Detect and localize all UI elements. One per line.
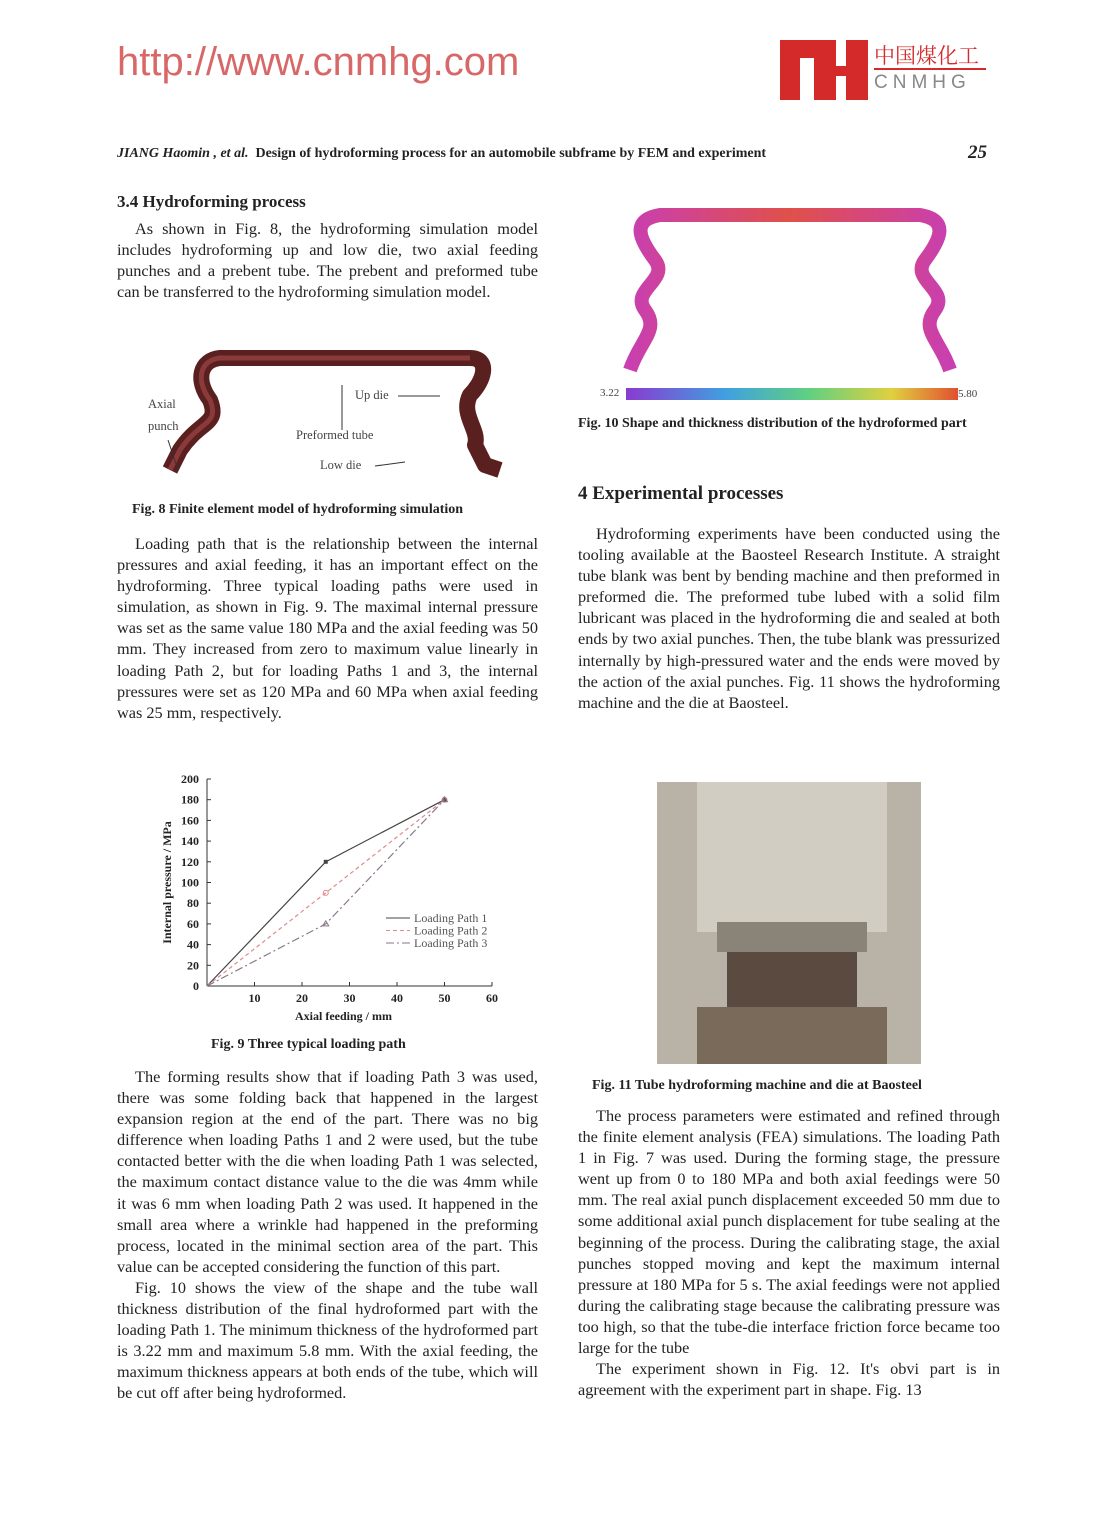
hydroforming-machine-photo bbox=[657, 782, 921, 1064]
y-axis-label: Internal pressure / MPa bbox=[160, 821, 174, 944]
scale-max: 5.80 bbox=[958, 388, 978, 400]
x-tick-label: 20 bbox=[296, 991, 308, 1005]
y-tick-label: 200 bbox=[181, 772, 199, 786]
y-tick-label: 40 bbox=[187, 937, 199, 952]
label-up-die: Up die bbox=[355, 388, 389, 402]
label-punch: punch bbox=[148, 419, 179, 433]
paragraph: The process parameters were estimated and refined through the finite element analysis (FEA) simulations. The loading Path 1 in Fig. 7 was used. During the forming stage, the pressure went up from 0 to 180 MPa and both axial feedings were 50 mm. The real axial punch displacement exceeded 50 mm due to some additional axial punch displacement for tube sealing at the beginning of the process. During the calibrating stage, the axial punches stopped moving and kept the maximum internal pressure at 180 MPa for 5 s. The axial feedings were not applied during the calibrating stage because the calibrating pressure was too high, so that the tube-die interface friction force became too large for the tube bbox=[578, 1106, 1000, 1358]
y-tick-label: 80 bbox=[187, 896, 199, 911]
running-header bbox=[117, 146, 877, 162]
label-preformed-tube: Preformed tube bbox=[296, 428, 374, 442]
left-column-text-flow bbox=[117, 1066, 538, 1404]
legend-label: Loading Path 1 bbox=[414, 911, 488, 925]
y-tick-label: 100 bbox=[181, 875, 199, 890]
paragraph: The forming results show that if loading Path 3 was used, there was some folding back that happened in the largest expansion region at the end of the part. There was no big difference when loading Paths 1 and 2 were used, but the tube contacted better with the die when loading Path 1 was selected, the maximum contact distance value to the die was 4mm while it was 6 mm when loading Path 2 was used. It happened in the small area where a wrinkle had happened in the preforming process, located in the minimal section area of the part. This value can be accepted considering the function of this part. bbox=[117, 1067, 538, 1276]
series-line-2 bbox=[207, 800, 445, 986]
section-heading-3-4: 3.4 Hydroforming process bbox=[117, 192, 306, 211]
cnmhg-logo bbox=[780, 40, 995, 102]
figure-10 bbox=[600, 200, 980, 410]
x-tick-label: 40 bbox=[391, 991, 403, 1005]
data-point bbox=[324, 860, 328, 864]
legend-label: Loading Path 3 bbox=[414, 936, 488, 950]
label-axial: Axial bbox=[148, 397, 176, 411]
header-authors: JIANG Haomin , et al. bbox=[117, 146, 249, 161]
section-heading-4: 4 Experimental processes bbox=[578, 483, 784, 504]
figure-8 bbox=[140, 340, 520, 490]
y-tick-label: 120 bbox=[181, 854, 199, 869]
y-tick-label: 20 bbox=[187, 958, 199, 973]
paragraph: Loading path that is the relationship between the internal pressures and axial feeding, it has an important effect on the hydroforming. Three typical loading paths were used in simulation, as shown in Fig. 9. The maximal internal pressure was set as the same value 180 MPa and the axial feeding was 50 mm. They increased from zero to maximum value linearly in loading Path 2, but for loading Paths 1 and 3, the internal pressures were set as 120 MPa and 60 MPa when axial feeding was 25 mm, respectively. bbox=[117, 534, 538, 722]
paragraph: Fig. 10 shows the view of the shape and the tube wall thickness distribution of the final hydroformed part with the loading Path 1. The minimum thickness of the hydroformed part is 3.22 mm and maximum 5.8 mm. With the axial feeding, the maximum thickness appears at both ends of the tube, which will be cut off after being hydroformed. bbox=[117, 1277, 538, 1403]
loading-path-chart bbox=[140, 765, 520, 1030]
x-axis-label: Axial feeding / mm bbox=[295, 1009, 392, 1023]
y-tick-label: 140 bbox=[181, 834, 199, 849]
page-number: 25 bbox=[968, 142, 987, 163]
figure-11-caption: Fig. 11 Tube hydroforming machine and die at Baosteel bbox=[592, 1078, 922, 1093]
legend-label: Loading Path 2 bbox=[414, 923, 488, 938]
x-tick-label: 60 bbox=[486, 991, 498, 1005]
x-tick-label: 30 bbox=[343, 991, 356, 1005]
y-tick-label: 0 bbox=[193, 979, 199, 993]
scale-min: 3.22 bbox=[600, 387, 620, 399]
thickness-distribution-image bbox=[600, 200, 980, 410]
watermark-url: http://www.cnmhg.com bbox=[117, 40, 520, 84]
header-title: Design of hydroforming process for an automobile subframe by FEM and experiment bbox=[255, 146, 767, 161]
paragraph: As shown in Fig. 8, the hydroforming simulation model includes hydroforming up and low die, two axial feeding punches and a prebent tube. The prebent and preformed tube can be transferred to the hydroforming simulation model. bbox=[117, 219, 538, 302]
figure-8-caption: Fig. 8 Finite element model of hydroforming simulation bbox=[132, 502, 464, 517]
paragraph: Hydroforming experiments have been conducted using the tooling available at the Baosteel Research Institute. A straight tube blank was bent by bending machine and then preformed in preformed die. The preformed tube lubed with a solid film lubricant was placed in the hydroforming die and sealed at both ends by two axial punches. Then, the tube blank was pressurized internally by high-pressured water and the ends were moved by the action of the axial punches. Fig. 11 shows the hydroforming machine and the die at Baosteel. bbox=[578, 524, 1000, 712]
figure-9-caption: Fig. 9 Three typical loading path bbox=[211, 1037, 406, 1052]
y-tick-label: 60 bbox=[187, 916, 199, 931]
y-tick-label: 160 bbox=[181, 813, 199, 828]
label-low-die: Low die bbox=[320, 458, 362, 472]
logo-english-text: CNMHG bbox=[874, 72, 971, 93]
right-column-text-flow bbox=[578, 1105, 1000, 1400]
y-tick-label: 180 bbox=[181, 792, 199, 807]
paragraph: The experiment shown in Fig. 12. It's obvi part is in agreement with the experiment part in shape. Fig. 13 bbox=[578, 1359, 1000, 1400]
x-tick-label: 10 bbox=[248, 991, 261, 1005]
logo-chinese-text: 中国煤化工 bbox=[874, 44, 979, 68]
x-tick-label: 50 bbox=[438, 991, 451, 1005]
figure-10-caption: Fig. 10 Shape and thickness distribution of the hydroformed part bbox=[578, 416, 967, 431]
